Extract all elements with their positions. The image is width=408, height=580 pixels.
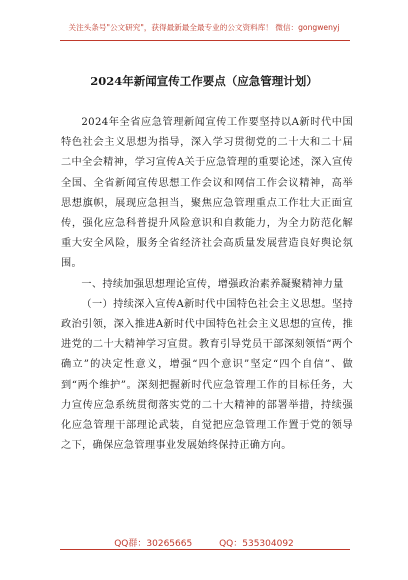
paragraph-subsection-1: （一）持续深入宣传A新时代中国特色社会主义思想。坚持政治引领，深入推进A新时代中国特色社会主义思想的宣传，推进党的二十大精神学习宣贯。教育引导党员干部深刻领悟“两个确立”的决定性意义，增强“四个意识”坚定“四个自信”、做到“两个维护”。深刻把握新时代应急管理工作的目标任务，大力宣传应急系统贯彻落实党的二十大精神的部署举措，持续强化应急管理干部理论武装，自觉把应急管理工作置于党的领导之下，确保应急管理事业发展始终保持正确方向。 [61, 298, 353, 452]
footer-divider [60, 549, 350, 550]
paragraph-intro: 2024年全省应急管理新闻宣传工作要坚持以A新时代中国特色社会主义思想为指导，深入学习贯彻党的二十大和二十届二中全会精神，学习宣传A关于应急管理的重要论述，深入宣传全国、全省新闻宣传思想工作会议和网信工作会议精神，高举思想旗帜，展现应急担当，聚焦应急管理重点工作壮大正面宣传，强化应急科普提升风险意识和自救能力，为全力防范化解重大安全风险，服务全省经济社会高质量发展营造良好舆论氛围。 [61, 117, 353, 270]
section-heading-1: 一、持续加强思想理论宣传，增强政治素养凝聚精神力量 [81, 278, 344, 290]
document-title: 2024年新闻宣传工作要点（应急管理计划） [90, 74, 318, 88]
footer-note [0, 536, 408, 549]
header-note: 关注头条号"公文研究"，获得最新最全最专业的公文资料库！ 微信：gongwenyj [68, 23, 340, 32]
footer-qq: QQ：535304092 [219, 539, 294, 549]
header-divider [60, 40, 350, 41]
footer-qq-group: QQ群：30265665 [114, 539, 193, 549]
document-body [61, 113, 353, 456]
